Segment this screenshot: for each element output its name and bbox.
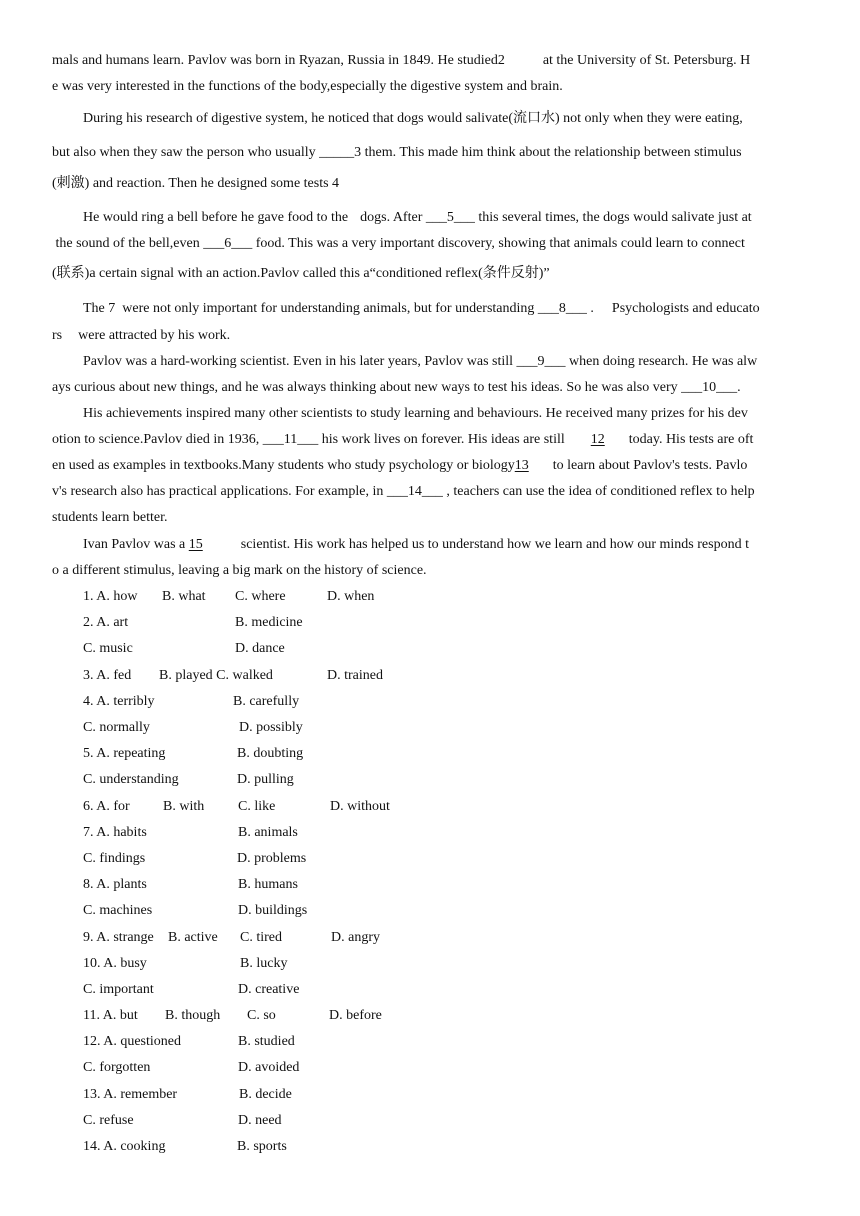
option-d: D. buildings [238,903,308,918]
option-c: C. tired [240,930,282,945]
blank-12: 12 [590,432,605,447]
option-a: 11. A. but [83,1008,138,1023]
option-a: 5. A. repeating [83,746,166,761]
blank-10: ___10___ [681,380,738,395]
text-segment: at the University of St. Petersburg. H [542,53,751,68]
passage-line: During his research of digestive system, he noticed that dogs would salivate(流口水) not only when they were eating, [83,111,743,126]
option-a: 12. A. questioned [83,1034,181,1049]
passage-line [83,211,752,225]
text-segment: his work lives on forever. His ideas are still [318,432,565,447]
option-b: B. carefully [233,694,300,709]
option-b: B. humans [238,877,298,892]
option-d: D. possibly [239,720,303,735]
option-a: 10. A. busy [83,956,147,971]
text-segment: en used as examples in textbooks.Many students who study psychology or biology [52,458,515,473]
text-segment: scientist. His work has helped us to understand how we learn and how our minds respond t [240,537,749,552]
option-c: C. where [235,589,286,604]
text-segment: dogs. After [360,210,426,225]
text-segment: . [737,380,741,395]
option-b: B. animals [238,825,298,840]
passage-line [83,355,757,369]
option-c: C. understanding [83,772,179,787]
option-a: 1. A. how [83,589,138,604]
option-c: C. refuse [83,1113,134,1128]
passage-line [52,329,230,343]
option-c: C. like [238,799,276,814]
blank-9: ___9___ [516,354,566,369]
option-a: 7. A. habits [83,825,147,840]
text-segment: , teachers can use the idea of conditioned reflex to help [442,484,755,499]
blank-8: ___8___ [537,301,587,316]
option-d: D. pulling [237,772,294,787]
option-a: 4. A. terribly [83,694,155,709]
passage-line: (联系)a certain signal with an action.Pavlov called this a“conditioned reflex(条件反射)” [52,266,550,281]
text-segment: ays curious about new things, and he was always thinking about new ways to test his ideas. So he was also very [52,380,682,395]
text-segment: mals and humans learn. Pavlov was born in Ryazan, Russia in 1849. He studied2 [52,53,505,68]
option-c: C. normally [83,720,150,735]
option-d: D. creative [238,982,300,997]
text-segment: when doing research. He was alw [565,354,758,369]
blank-11: ___11___ [262,432,319,447]
blank-5: ___5___ [425,210,475,225]
option-a: 9. A. strange [83,930,154,945]
option-b: B. with [163,799,205,814]
option-b: B. sports [237,1139,287,1154]
option-c: C. findings [83,851,146,866]
option-d: D. without [330,799,390,814]
option-c: C. so [247,1008,276,1023]
blank-15: 15 [188,537,203,552]
option-b: B. active [168,930,218,945]
option-d: D. need [238,1113,282,1128]
text-segment: food. This was a very important discovery, showing that animals could learn to connect [252,236,745,251]
option-b: B. doubting [237,746,304,761]
blank-3: _____3 [319,145,362,160]
text-segment: . [586,301,594,316]
text-segment: to learn about Pavlov's tests. Pavlo [552,458,748,473]
option-b: B. what [162,589,206,604]
option-c: C. important [83,982,154,997]
option-b: B. medicine [235,615,303,630]
passage-line: (刺激) and reaction. Then he designed some tests 4 [52,176,340,191]
text-segment: the sound of the bell,even [52,236,204,251]
option-a: 2. A. art [83,615,129,630]
text-segment: Ivan Pavlov was a [83,537,189,552]
text-segment: this several times, the dogs would salivate just at [474,210,752,225]
passage-line [52,54,750,68]
option-c: C. forgotten [83,1060,151,1075]
option-d: D. before [329,1008,382,1023]
text-segment: were attracted by his work. [78,328,231,343]
option-a: 6. A. for [83,799,130,814]
option-d: D. dance [235,641,285,656]
passage-line [52,459,747,473]
option-c: C. music [83,641,133,656]
option-b: B. lucky [240,956,288,971]
passage-line: e was very interested in the functions of the body,especially the digestive system and brain. [52,79,563,94]
blank-14: ___14___ [386,484,443,499]
option-b: B. studied [238,1034,295,1049]
option-d: D. trained [327,668,383,683]
option-a: 3. A. fed [83,668,132,683]
option-b: B. decide [239,1087,292,1102]
text-segment: v's research also has practical applications. For example, in [52,484,387,499]
passage-line: o a different stimulus, leaving a big mark on the history of science. [52,563,427,578]
option-a: 14. A. cooking [83,1139,166,1154]
text-segment: Pavlov was a hard-working scientist. Even in his later years, Pavlov was still [83,354,517,369]
text-segment: Psychologists and educato [611,301,760,316]
passage-line [52,433,753,447]
text-segment: but also when they saw the person who usually [52,145,320,160]
option-b-c: B. played C. walked [159,668,273,683]
text-segment: The 7 were not only important for understanding animals, but for understanding [83,301,538,316]
passage-line: His achievements inspired many other scientists to study learning and behaviours. He received many prizes for his dev [83,406,748,421]
option-b: B. though [165,1008,221,1023]
text-segment: otion to science.Pavlov died in 1936, [52,432,263,447]
passage-line: students learn better. [52,510,168,525]
option-c: C. machines [83,903,153,918]
text-segment: today. His tests are oft [628,432,754,447]
blank-6: ___6___ [203,236,253,251]
text-segment: He would ring a bell before he gave food to the [83,210,349,225]
passage-line [52,237,745,251]
option-d: D. when [327,589,375,604]
passage-line [52,381,741,395]
option-d: D. angry [331,930,380,945]
passage-line [52,146,742,160]
blank-13: 13 [514,458,529,473]
passage-line [83,302,760,316]
passage-line [83,538,749,552]
text-segment: them. This made him think about the relationship between stimulus [361,145,742,160]
option-a: 8. A. plants [83,877,147,892]
option-d: D. avoided [238,1060,300,1075]
option-d: D. problems [237,851,307,866]
text-segment: rs [52,328,63,343]
option-a: 13. A. remember [83,1087,178,1102]
passage-line [52,485,755,499]
